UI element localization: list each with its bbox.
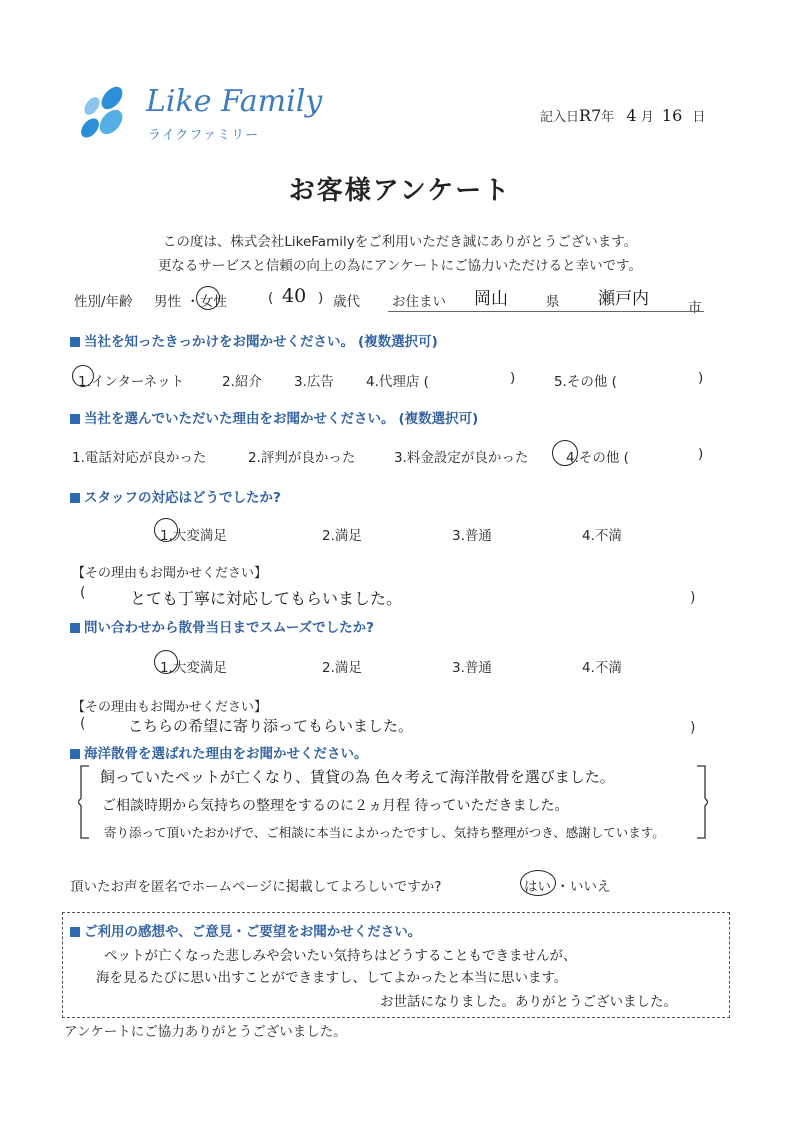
q5-answer-line-1[interactable]: 飼っていたペットが亡くなり、賃貸の為 色々考えて海洋散骨を選びました。 — [100, 768, 615, 786]
q2-title — [70, 407, 478, 427]
gender-separator: ・ — [186, 294, 200, 310]
feedback-line-1[interactable]: ペットが亡くなった悲しみや会いたい気持ちはどうすることもできませんが、 — [104, 948, 577, 964]
q3-option-2[interactable]: 2.満足 — [322, 528, 362, 544]
q1-option-2[interactable]: 2.紹介 — [222, 374, 262, 390]
intro-line-2: 更なるサービスと信頼の向上の為にアンケートにご協力いただけると幸いです。 — [157, 258, 643, 274]
section-bullet-icon — [70, 749, 80, 759]
q4-option-1-circle — [154, 650, 178, 674]
q1-title — [70, 330, 438, 350]
q1-option-3[interactable]: 3.広告 — [294, 374, 334, 390]
date-month: 4 — [626, 106, 637, 125]
q5-answer-line-2[interactable]: ご相談時期から気持ちの整理をするのに２ヵ月程 待っていただきました。 — [102, 798, 569, 814]
date-day-unit: 日 — [692, 110, 706, 125]
q1-title-text: 当社を知ったきっかけをお聞かせください。 — [84, 334, 354, 350]
q2-multi: (複数選択可) — [398, 411, 479, 427]
intro-line-1: この度は、株式会社LikeFamilyをご利用いただき誠にありがとうございます。 — [162, 234, 638, 250]
q1-option-1-circle — [72, 365, 94, 387]
address-underline — [388, 311, 704, 312]
section-bullet-icon — [70, 623, 80, 633]
q1-option-5-close: ) — [698, 370, 704, 386]
q2-option-3[interactable]: 3.料金設定が良かった — [394, 450, 529, 466]
logo-text: Like Family — [146, 84, 323, 119]
q3-title-text: スタッフの対応はどうでしたか? — [84, 490, 281, 506]
age-close: ) — [318, 290, 324, 306]
publish-no[interactable]: いいえ — [570, 879, 611, 895]
q2-option-4[interactable]: 4.その他 ( — [566, 450, 629, 466]
q4-option-2[interactable]: 2.満足 — [322, 660, 362, 676]
section-bullet-icon — [70, 493, 80, 503]
logo-kana: ライクファミリー — [148, 128, 260, 143]
q4-title — [70, 616, 374, 636]
q3-option-3[interactable]: 3.普通 — [452, 528, 492, 544]
q3-title — [70, 486, 281, 506]
publish-question: 頂いたお声を匿名でホームページに掲載してよろしいですか? — [70, 879, 442, 895]
q1-multi: (複数選択可) — [358, 334, 438, 350]
q1-option-4[interactable]: 4.代理店 ( — [366, 374, 429, 390]
q1-option-4-close: ) — [510, 370, 516, 386]
age-value[interactable]: 40 — [282, 285, 307, 307]
date-label: 記入日 — [540, 110, 580, 125]
date-era: R7 — [579, 106, 602, 125]
entry-date — [540, 106, 705, 125]
prefecture-value[interactable]: 岡山 — [474, 289, 508, 309]
q3-reason-open: ( — [80, 585, 86, 601]
feedback-title-text: ご利用の感想や、ご意見・ご要望をお聞かせください。 — [84, 924, 422, 940]
date-year-unit: 年 — [601, 110, 615, 125]
q3-option-1[interactable]: 1.大変満足 — [160, 528, 227, 544]
gender-male[interactable]: 男性 — [154, 294, 181, 310]
bracket-right-icon — [696, 764, 708, 840]
female-selected-circle — [196, 286, 220, 310]
footer-thanks: アンケートにご協力ありがとうございました。 — [64, 1024, 347, 1040]
q5-answer-line-3[interactable]: 寄り添って頂いたおかげで、ご相談に本当によかったですし、気持ち整理がつき、感謝しています。 — [104, 825, 665, 840]
section-bullet-icon — [70, 414, 80, 424]
q4-reason-text[interactable]: こちらの希望に寄り添ってもらいました。 — [128, 717, 414, 735]
page-title: お客様アンケート — [288, 176, 512, 206]
q2-option-1[interactable]: 1.電話対応が良かった — [72, 450, 207, 466]
publish-separator: ・ — [556, 879, 570, 895]
date-day: 16 — [661, 106, 683, 125]
feedback-line-2[interactable]: 海を見るたびに思い出すことができますし、してよかったと本当に思います。 — [96, 970, 568, 986]
leaf-logo-icon — [78, 84, 138, 144]
bracket-left-icon — [78, 764, 90, 840]
q2-title-text: 当社を選んでいただいた理由をお聞かせください。 — [84, 411, 395, 427]
q3-option-1-circle — [154, 518, 178, 542]
date-month-unit: 月 — [640, 110, 654, 125]
q4-option-4[interactable]: 4.不満 — [582, 660, 622, 676]
gender-age-label: 性別/年齢 — [74, 294, 133, 310]
address-label: お住まい — [392, 294, 446, 310]
gender-female[interactable]: 女性 — [200, 294, 227, 310]
q4-option-3[interactable]: 3.普通 — [452, 660, 492, 676]
feedback-title — [70, 920, 421, 940]
q1-option-1[interactable]: 1.インターネット — [78, 374, 185, 390]
q4-option-1[interactable]: 1.大変満足 — [160, 660, 227, 676]
q5-bracket-left — [78, 764, 88, 840]
logo — [78, 84, 138, 144]
section-bullet-icon — [70, 337, 80, 347]
feedback-line-3[interactable]: お世話になりました。ありがとうございました。 — [380, 994, 677, 1010]
q5-bracket-right — [696, 764, 708, 840]
age-open: ( — [268, 290, 274, 306]
q4-title-text: 問い合わせから散骨当日までスムーズでしたか? — [84, 620, 374, 636]
city-value[interactable]: 瀬戸内 — [598, 289, 649, 309]
city-unit: 市 — [688, 300, 702, 316]
q4-reason-label: 【その理由もお聞かせください】 — [72, 700, 268, 715]
q3-option-4[interactable]: 4.不満 — [582, 528, 622, 544]
q4-reason-close: ) — [690, 720, 696, 736]
age-unit: 歳代 — [333, 294, 360, 310]
q2-option-4-circle — [552, 440, 578, 466]
q5-title — [70, 742, 368, 762]
q5-title-text: 海洋散骨を選ばれた理由をお聞かせください。 — [84, 746, 368, 762]
section-bullet-icon — [70, 927, 80, 937]
q4-reason-open: ( — [80, 716, 86, 732]
q3-reason-label: 【その理由もお聞かせください】 — [72, 566, 268, 581]
prefecture-unit: 県 — [546, 294, 560, 310]
q1-option-5[interactable]: 5.その他 ( — [554, 374, 617, 390]
publish-yes[interactable]: はい — [524, 879, 551, 895]
q3-reason-close: ) — [690, 590, 696, 606]
q3-reason-text[interactable]: とても丁寧に対応してもらいました。 — [130, 589, 403, 608]
q2-option-4-close: ) — [698, 446, 704, 462]
publish-yes-circle — [520, 870, 556, 896]
q2-option-2[interactable]: 2.評判が良かった — [248, 450, 356, 466]
